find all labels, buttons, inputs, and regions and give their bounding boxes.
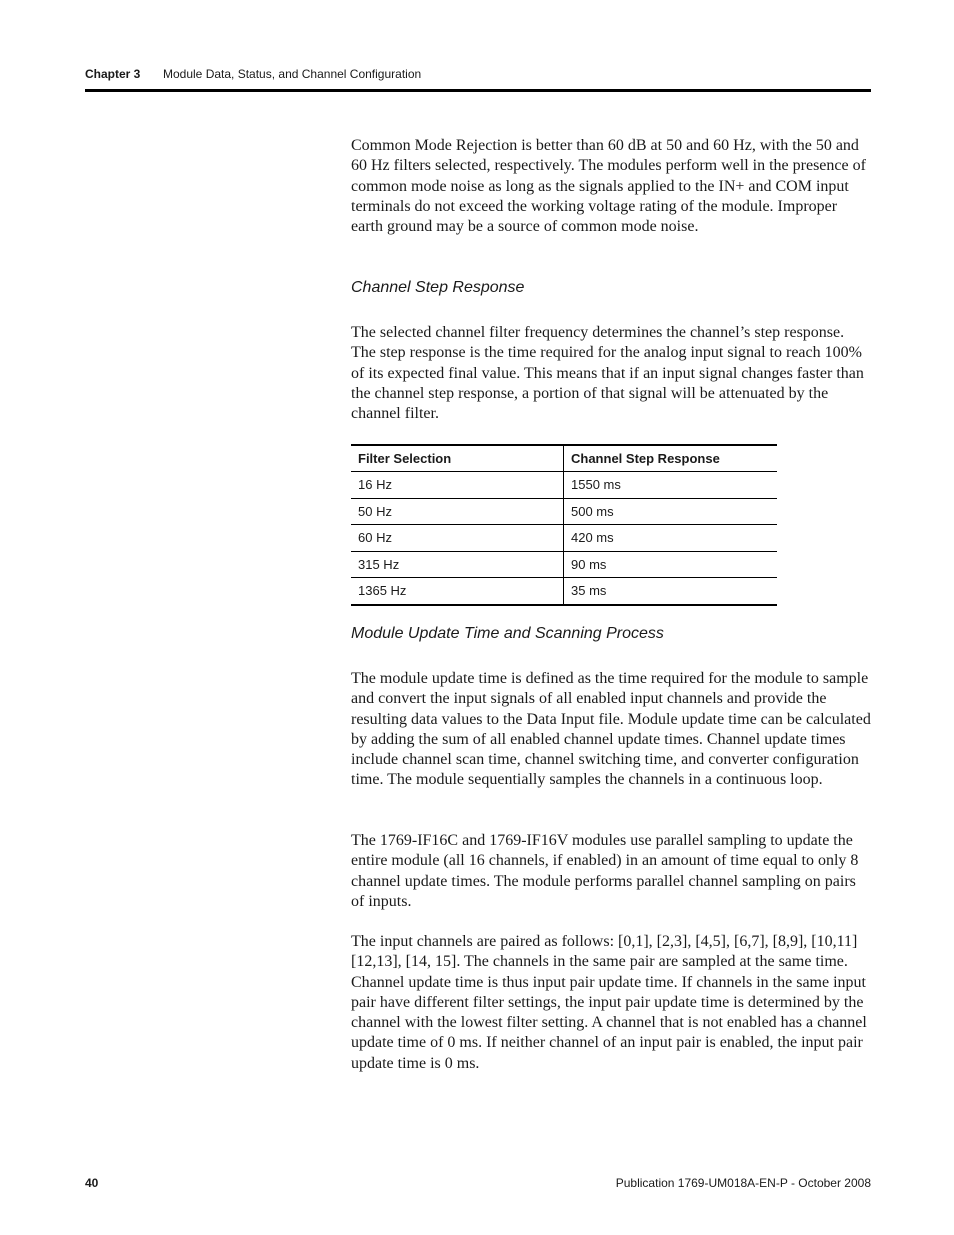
heading-channel-step-response: Channel Step Response	[351, 279, 525, 296]
paragraph-parallel-sampling: The 1769-IF16C and 1769-IF16V modules use parallel sampling to update the entire module (all 16 channels, if enabled) in an amount of time equal to only 8 channel update times. The module performs parallel channel sampling on pairs of inputs.	[351, 832, 859, 910]
table-cell-response: 500 ms	[564, 498, 778, 525]
table-header-step-response: Channel Step Response	[564, 445, 778, 472]
table-cell-filter: 50 Hz	[351, 498, 564, 525]
table-row	[351, 472, 777, 499]
step-response-table	[351, 444, 777, 606]
table-cell-filter: 16 Hz	[351, 472, 564, 499]
table-cell-response: 1550 ms	[564, 472, 778, 499]
table-row	[351, 551, 777, 578]
table-row	[351, 498, 777, 525]
table-cell-filter: 1365 Hz	[351, 578, 564, 605]
table-row	[351, 525, 777, 552]
table-cell-response: 35 ms	[564, 578, 778, 605]
paragraph-common-mode: Common Mode Rejection is better than 60 dB at 50 and 60 Hz, with the 50 and 60 Hz filters selected, respectively. The modules perform well in the presence of common mode noise as long as the signals applied to the IN+ and COM input terminals do not exceed the working voltage rating of the module. Improper earth ground may be a source of common mode noise.	[351, 137, 866, 236]
chapter-label: Chapter 3	[85, 67, 141, 81]
paragraph-update-time: The module update time is defined as the time required for the module to sample and convert the input signals of all enabled input channels and provide the resulting data values to the Data Input file. Module update time can be calculated by adding the sum of all enabled channel update times. Channel update times include channel scan time, channel switching time, and converter configuration time. The module sequentially samples the channels in a continuous loop.	[351, 670, 871, 789]
table-cell-filter: 60 Hz	[351, 525, 564, 552]
table-header-row	[351, 445, 777, 472]
table-cell-response: 420 ms	[564, 525, 778, 552]
paragraph-input-pairs: The input channels are paired as follows: [0,1], [2,3], [4,5], [6,7], [8,9], [10,11] [12,13], [14, 15]. The channels in the same pair are sampled at the same time. Channel update time is thus input pair update time. If channels in the same input pair have different filter settings, the input pair update time is determined by the channel with the lowest filter setting. A channel that is not enabled has a channel update time of 0 ms. If neither channel of an input pair is enabled, the input pair update time is 0 ms.	[351, 933, 867, 1072]
paragraph-step-response: The selected channel filter frequency determines the channel’s step response. The step response is the time required for the analog input signal to reach 100% of its expected final value. This means that if an input signal changes faster than the channel step response, a portion of that signal will be attenuated by the channel filter.	[351, 324, 864, 423]
table-header-filter: Filter Selection	[351, 445, 564, 472]
header-rule	[85, 89, 871, 92]
table-cell-filter: 315 Hz	[351, 551, 564, 578]
table-row	[351, 578, 777, 605]
heading-module-update-time: Module Update Time and Scanning Process	[351, 625, 664, 642]
publication-info: Publication 1769-UM018A-EN-P - October 2008	[615, 1176, 871, 1190]
page-number: 40	[85, 1176, 99, 1190]
chapter-title: Module Data, Status, and Channel Configuration	[163, 67, 422, 81]
table-cell-response: 90 ms	[564, 551, 778, 578]
page-header	[85, 66, 871, 90]
